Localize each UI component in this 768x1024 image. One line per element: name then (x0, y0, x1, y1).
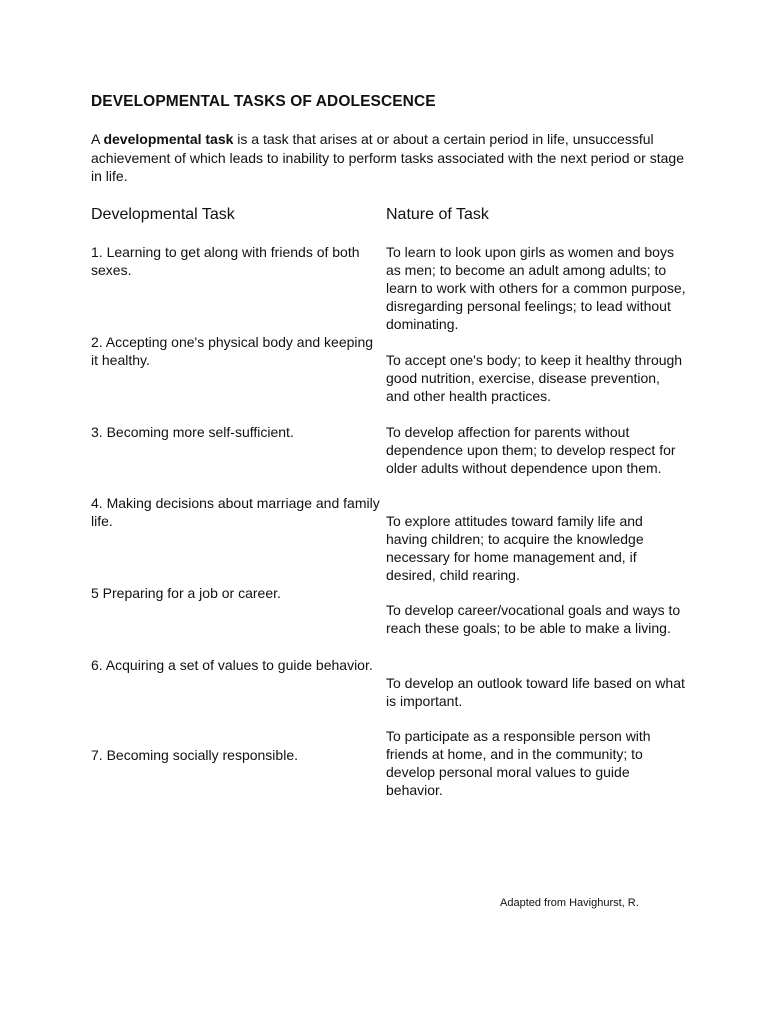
task-item-5: 5 Preparing for a job or career. (91, 585, 281, 601)
column-header-task: Developmental Task (91, 206, 235, 223)
task-item-3: 3. Becoming more self-sufficient. (91, 424, 294, 440)
nature-item-2: To accept one's body; to keep it healthy through good nutrition, exercise, disease prevention, and other health practices. (386, 352, 683, 404)
intro-prefix: A (91, 131, 104, 147)
nature-item-6: To develop an outlook toward life based on what is important. (386, 675, 685, 709)
nature-item-1: To learn to look upon girls as women and boys as men; to become an adult among adults; to learn to work with others for a common purpose, disregarding personal feelings; to lead without dominating. (386, 244, 686, 332)
intro-body: is a task that arises at or about a certain period in life, unsuccessful achievement of which leads to inability to perform tasks associated with the next period or stage in life. (91, 131, 684, 184)
nature-item-3: To develop affection for parents without dependence upon them; to develop respect for older adults without dependence upon them. (386, 424, 676, 476)
defined-term: developmental task (103, 131, 234, 147)
task-item-4: 4. Making decisions about marriage and family life. (91, 495, 380, 529)
source-credit: Adapted from Havighurst, R. (500, 897, 639, 909)
task-item-7: 7. Becoming socially responsible. (91, 747, 298, 763)
nature-item-4: To explore attitudes toward family life and having children; to acquire the knowledge necessary for home management and, if desired, child rearing. (386, 513, 644, 583)
page-title: DEVELOPMENTAL TASKS OF ADOLESCENCE (91, 93, 436, 110)
column-header-nature: Nature of Task (386, 206, 489, 223)
task-item-6: 6. Acquiring a set of values to guide behavior. (91, 657, 373, 673)
nature-item-5: To develop career/vocational goals and ways to reach these goals; to be able to make a living. (386, 602, 681, 636)
task-item-1: 1. Learning to get along with friends of both sexes. (91, 244, 360, 278)
nature-item-7: To participate as a responsible person with friends at home, and in the community; to develop personal moral values to guide behavior. (386, 728, 651, 798)
definition-paragraph (91, 130, 691, 186)
task-item-2: 2. Accepting one's physical body and keeping it healthy. (91, 334, 374, 368)
